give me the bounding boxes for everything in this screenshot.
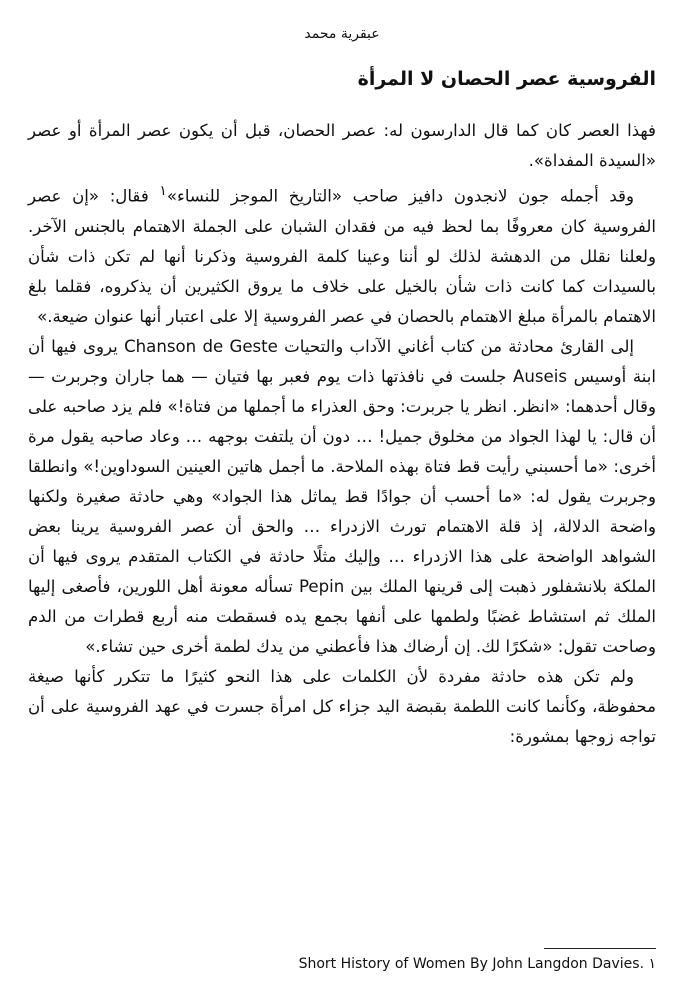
- footnote-ref: ١: [159, 183, 167, 199]
- latin-term-chanson: Chanson de Geste: [124, 336, 278, 356]
- paragraph-3: [28, 332, 656, 662]
- paragraph-3-part-1: إلى القارئ محادثة من كتاب أغاني الآداب والتحيات: [277, 336, 634, 356]
- footnote-number: ١: [648, 956, 656, 972]
- footnote: [28, 956, 656, 972]
- paragraph-1: فهذا العصر كان كما قال الدارسون له: عصر الحصان، قبل أن يكون عصر المرأة أو عصر «السيدة المفداة».: [28, 121, 656, 170]
- latin-term-pepin: Pepin: [298, 576, 345, 596]
- paragraph-3-part-4: تسأله معونة أهل اللورين، فأصغى إليها الملك ثم استشاط غضبًا ولطمها على أنفها بجمع يده فسقطت منه أربع قطرات من الدم وصاحت تقول: «شكرًا لك. إن أرضاك هذا فأعطني من يدك لطمة أخرى حين تشاء.»: [28, 576, 656, 656]
- paragraph-2: [28, 176, 656, 332]
- footnote-text: Short History of Women By John Langdon Davies.: [298, 956, 645, 972]
- running-header: عبقرية محمد: [304, 26, 380, 42]
- chapter-title: الفروسية عصر الحصان لا المرأة: [357, 68, 656, 90]
- paragraph-2-lead: وقد أجمله جون لانجدون دافيز صاحب «التاريخ الموجز للنساء»: [166, 186, 635, 206]
- latin-term-auseis: Auseis: [513, 366, 568, 386]
- paragraph-3-part-3: جلست في نافذتها ذات يوم فعبر بها فتيان — هما جاران وجربرت — وقال أحدهما: «انظر. انظر يا جربرت: وحق العذراء ما أجملها من فتاة!» فلم يزد صاحبه على أن قال: يا لهذا الجواد من مخلوق جميل! … دون أن يلتفت بوجهه … وعاد صاحبه يقول مرة أخرى: «ما أحسبني رأيت قط فتاة بهذه الملاحة. ما أجمل هاتين العينين السوداوين!» وانطلقا وجربرت يقول له: «ما أحسب أن جوادًا قط يماثل هذا الجواد» وهي حادثة صغيرة ولكنها واضحة الدلالة، إذ قلة الاهتمام تورث الازدراء … والحق أن عصر الفروسية يرينا بعض الشواهد الواضحة على هذا الازدراء … وإليك مثلًا حادثة في الكتاب المتقدم يروى فيها أن الملكة بلانشفلور ذهبت إلى قرينها الملك بين: [28, 366, 656, 596]
- paragraph-3-part-2: يروى فيها أن ابنة أوسيس: [28, 336, 656, 386]
- paragraph-2-rest: فقال: «إن عصر الفروسية كان معروفًا بما لحظ فيه من فقدان الشبان على الجملة الاهتمام بالجنس الآخر. ولعلنا نقلل من الدهشة لذلك لو أننا وعينا كلمة الفروسية وذكرنا أنها لم تكن ذات شأن بالسيدات كما كانت ذات شأن بالخيل على خلاف ما يروق الكثيرين أن يذكروه، فقلما بلغ الاهتمام بالمرأة مبلغ الاهتمام بالحصان في عصر الفروسية إلا على اعتبار أنها عنوان ضيعة.»: [28, 186, 656, 326]
- paragraph-4: ولم تكن هذه حادثة مفردة لأن الكلمات على هذا النحو كثيرًا ما تتكرر كأنها صيغة محفوظة، وكأنما كانت اللطمة بقبضة اليد جزاء كل امرأة جسرت في عهد الفروسية على أن تواجه زوجها بمشورة:: [28, 666, 656, 746]
- footnote-divider: [544, 948, 656, 949]
- body-text: [28, 116, 656, 752]
